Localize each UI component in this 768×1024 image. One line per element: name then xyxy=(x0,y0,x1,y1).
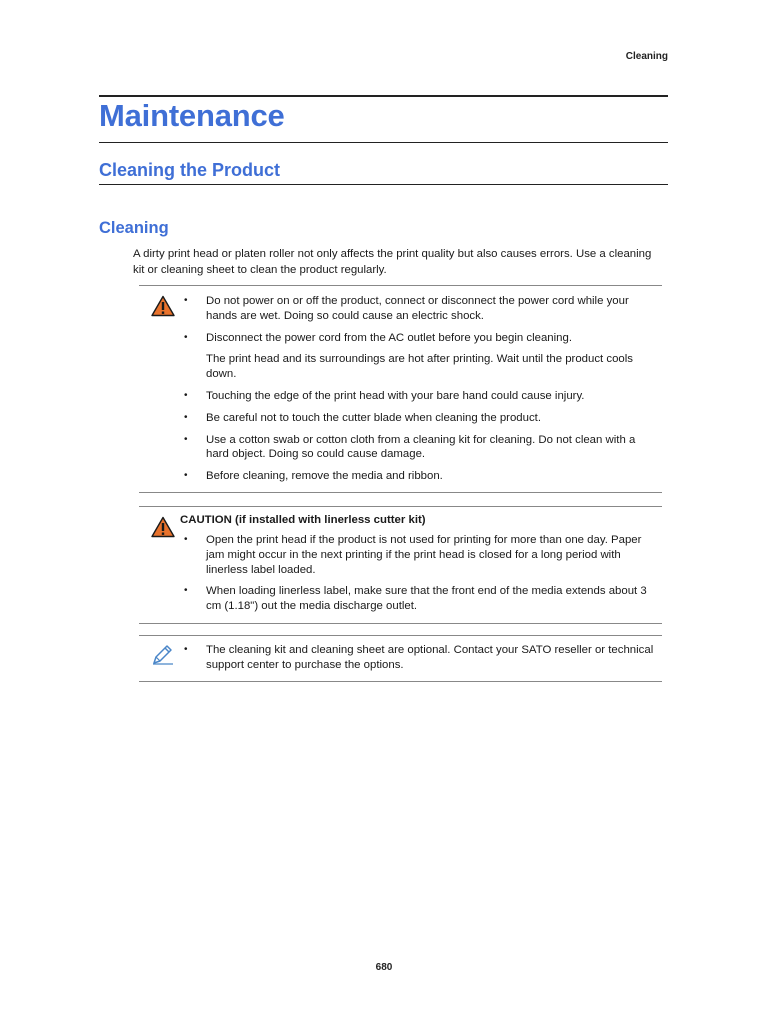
note-box-top-rule xyxy=(139,635,662,636)
note-box xyxy=(139,635,662,683)
list-item: • The cleaning kit and cleaning sheet are optional. Contact your SATO reseller or technical support center to purchase the options. xyxy=(184,643,656,673)
caution-box xyxy=(139,506,662,626)
list-item: • Disconnect the power cord from the AC outlet before you begin cleaning. xyxy=(184,331,656,346)
list-item: • Open the print head if the product is not used for printing for more than one day. Paper jam might occur in the next printing if the print head is closed for a long period with linerless label loaded. xyxy=(184,533,656,577)
chapter-bottom-rule xyxy=(99,142,668,143)
list-item: • Use a cotton swab or cotton cloth from a cleaning kit for cleaning. Do not clean with a hard object. Doing so could cause damage. xyxy=(184,433,656,463)
list-item: • When loading linerless label, make sure that the front end of the media extends about 3 cm (1.18") out the media discharge outlet. xyxy=(184,584,656,614)
warning-box xyxy=(139,285,662,495)
list-item: • Do not power on or off the product, connect or disconnect the power cord while your hands are wet. Doing so could cause an electric shock. xyxy=(184,294,656,324)
list-item: • Touching the edge of the print head with your bare hand could cause injury. xyxy=(184,389,656,404)
caution-title: CAUTION (if installed with linerless cutter kit) xyxy=(180,514,426,526)
caution-list xyxy=(184,533,656,621)
warning-list xyxy=(184,294,656,491)
list-item-continuation: The print head and its surroundings are hot after printing. Wait until the product cools down. xyxy=(206,353,633,381)
subsection-title: Cleaning xyxy=(99,219,169,237)
intro-paragraph: A dirty print head or platen roller not only affects the print quality but also causes errors. Use a cleaning kit or cleaning sheet to clean the product regularly. xyxy=(133,248,652,276)
note-box-bottom-rule xyxy=(139,681,662,682)
note-list xyxy=(184,643,656,680)
section-title: Cleaning the Product xyxy=(99,160,281,180)
page-number: 680 xyxy=(375,962,393,973)
list-item: • Be careful not to touch the cutter blade when cleaning the product. xyxy=(184,411,656,426)
running-header: Cleaning xyxy=(625,51,668,62)
warning-triangle-icon xyxy=(151,516,175,543)
warning-triangle-icon xyxy=(151,295,175,322)
caution-box-bottom-rule xyxy=(139,623,662,624)
chapter-title: Maintenance xyxy=(99,98,285,133)
pencil-note-icon xyxy=(151,642,175,671)
warning-box-bottom-rule xyxy=(139,492,662,493)
chapter-top-rule xyxy=(99,95,668,97)
list-item: • Before cleaning, remove the media and ribbon. xyxy=(184,469,656,484)
caution-box-top-rule xyxy=(139,506,662,507)
warning-box-top-rule xyxy=(139,285,662,286)
section-rule xyxy=(99,184,668,185)
